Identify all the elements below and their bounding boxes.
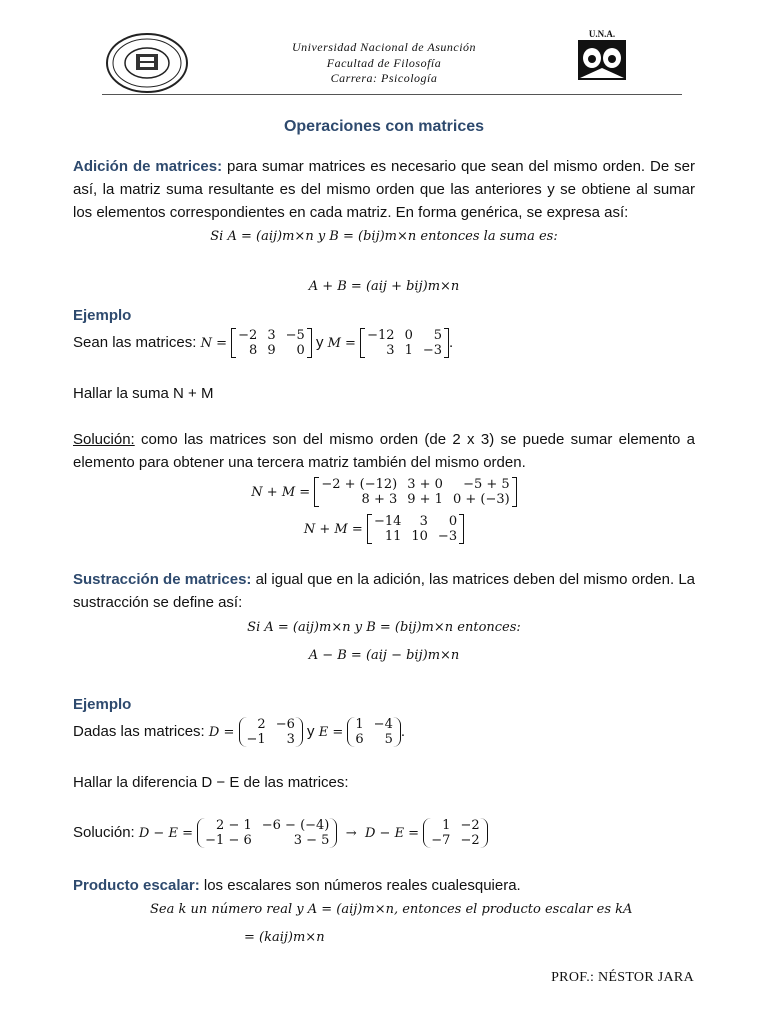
matrix-cell: 6	[355, 732, 364, 748]
scalar-heading: Producto escalar:	[73, 877, 200, 894]
addition-example-line: Sean las matrices: N = −2 3 −5 8 9 0 y M = −12 0 5 3 1 −3 .	[73, 328, 454, 359]
matrix-row	[426, 818, 484, 833]
footer-author: PROF.: NÉSTOR JARA	[551, 970, 694, 985]
matrix-cell: 3	[267, 328, 276, 344]
addition-task: Hallar la suma N + M	[73, 385, 214, 402]
matrix-diff-step	[197, 818, 337, 848]
matrix-sum-result	[367, 514, 464, 544]
faculty-name: Facultad de Filosofía	[326, 55, 442, 70]
matrix-cell: 8 + 3	[361, 492, 398, 507]
matrix-row	[350, 717, 397, 732]
subtraction-formula-diff: A − B = (aij − bij)m×n	[308, 648, 460, 663]
matrix-cell: −2	[460, 818, 480, 834]
sum-lhs-result: N + M =	[303, 521, 363, 537]
matrix-cell: 3	[386, 343, 395, 359]
sum-lhs: N + M =	[251, 484, 311, 500]
matrix-cell: −14	[373, 514, 402, 529]
matrix-cell: −5	[285, 328, 305, 344]
matrix-cell: 3	[419, 514, 428, 529]
subtraction-heading: Sustracción de matrices:	[73, 571, 252, 588]
and-text: y	[315, 334, 328, 351]
matrix-row	[233, 343, 310, 358]
matrix-cell: 5	[433, 328, 443, 344]
matrix-cell: −6 − (−4)	[261, 818, 330, 834]
matrix-E	[347, 717, 400, 747]
university-name: Universidad Nacional de Asunción	[291, 40, 477, 54]
matrix-M	[360, 328, 449, 358]
matrix-row	[200, 833, 334, 848]
matrix-cell: 9 + 1	[407, 492, 443, 507]
matrix-cell: 0 + (−3)	[452, 492, 510, 507]
subtraction-formula-definition: Si A = (aij)m×n y B = (bij)m×n entonces:	[247, 620, 521, 635]
addition-example-heading: Ejemplo	[73, 307, 132, 324]
matrix-cell: −6	[275, 717, 295, 733]
una-logo-icon	[574, 28, 630, 84]
matrix-cell: 1	[442, 818, 451, 834]
matrix-row	[242, 717, 300, 732]
scalar-formula-line2: = (kaij)m×n	[244, 930, 325, 945]
matrix-cell: −2	[460, 833, 480, 849]
subtraction-text: al igual que en la adición, las matrices deben del mismo orden. La sustracción se define así:	[73, 571, 695, 611]
matrix-cell: −2 + (−12)	[321, 477, 398, 492]
matrix-cell: 0	[448, 514, 458, 529]
svg-text:U.N.A.: U.N.A.	[588, 29, 616, 39]
scalar-formula-line1: Sea k un número real y A = (aij)m×n, entonces el producto escalar es kA	[150, 902, 633, 917]
addition-example-intro: Sean las matrices:	[73, 334, 201, 351]
page-title: Operaciones con matrices	[283, 118, 485, 135]
solution-text: como las matrices son del mismo orden (de 2 x 3) se puede sumar elemento a elemento para obtener una tercera matriz también del mismo orden.	[73, 431, 695, 471]
matrix-cell: 3 + 0	[407, 477, 443, 492]
matrix-cell: 1	[355, 717, 364, 733]
matrix-cell: 3 − 5	[293, 833, 330, 849]
matrix-D	[239, 717, 303, 747]
career-name: Carrera: Psicología	[330, 71, 438, 85]
matrix-row	[369, 529, 462, 544]
matrix-sum-step	[314, 477, 516, 507]
addition-paragraph	[73, 155, 695, 224]
addition-heading: Adición de matrices:	[73, 158, 223, 175]
matrix-cell: −4	[373, 717, 393, 733]
subtraction-paragraph	[73, 568, 695, 614]
addition-step-row	[0, 477, 768, 507]
solution-label: Solución:	[73, 431, 135, 448]
and-text-2: y	[307, 723, 319, 740]
matrix-N	[231, 328, 312, 358]
arrow-icon: →	[345, 826, 357, 841]
addition-solution	[73, 428, 695, 474]
matrix-cell: −3	[437, 529, 458, 544]
header-rule	[102, 94, 682, 95]
matrix-cell: −1	[246, 732, 266, 748]
matrix-row	[362, 328, 447, 343]
matrix-diff-result	[423, 818, 487, 848]
matrix-cell: 8	[249, 343, 258, 359]
matrix-row	[426, 833, 484, 848]
matrix-cell: 0	[404, 328, 413, 344]
matrix-cell: −5 + 5	[463, 477, 510, 492]
subtraction-example-heading: Ejemplo	[73, 696, 132, 713]
matrix-cell: −12	[367, 328, 395, 344]
matrix-cell: 0	[296, 343, 305, 359]
subtraction-task: Hallar la diferencia D − E de las matrices:	[73, 774, 349, 791]
diff-lhs: D − E =	[138, 826, 193, 841]
matrix-cell: 11	[384, 529, 402, 544]
matrix-row	[350, 732, 397, 747]
addition-formula-definition: Si A = (aij)m×n y B = (bij)m×n entonces la suma es:	[210, 229, 558, 244]
matrix-cell: 2 − 1	[216, 818, 252, 834]
subtraction-example-intro: Dadas las matrices:	[73, 723, 209, 740]
addition-text: para sumar matrices es necesario que sean del mismo orden. De ser así, la matriz suma resultante es del mismo orden que las anteriores y se obtiene al sumar los elementos correspondientes en cada matriz. En forma genérica, se expresa así:	[73, 158, 696, 221]
diff-lhs-result: D − E =	[364, 826, 420, 841]
addition-formula-sum: A + B = (aij + bij)m×n	[308, 279, 460, 294]
matrix-cell: −2	[238, 328, 258, 344]
matrix-cell: −3	[422, 343, 443, 359]
matrix-row	[362, 343, 447, 358]
matrix-row	[369, 514, 462, 529]
matrix-cell: 5	[384, 732, 393, 748]
matrix-cell: 1	[404, 343, 413, 359]
matrix-row	[200, 818, 334, 833]
matrix-cell: −7	[431, 833, 451, 849]
document-header	[0, 0, 768, 100]
subtraction-solution-line	[73, 818, 695, 849]
matrix-row	[233, 328, 310, 343]
matrix-cell: 2	[257, 717, 266, 733]
subtraction-example-line: Dadas las matrices: D = 2 −6 −1 3 y E = 1 −4 6 5 .	[73, 717, 406, 748]
matrix-row	[316, 492, 514, 507]
subtraction-solution-label: Solución:	[73, 824, 139, 841]
matrix-cell: −1 − 6	[205, 833, 252, 849]
scalar-paragraph	[73, 874, 695, 897]
scalar-text: los escalares son números reales cualesquiera.	[199, 877, 521, 894]
matrix-row	[316, 477, 514, 492]
matrix-cell: 9	[267, 343, 276, 359]
matrix-cell: 10	[411, 529, 428, 544]
matrix-row	[242, 732, 300, 747]
addition-result-row	[0, 514, 768, 544]
matrix-cell: 3	[286, 732, 295, 748]
